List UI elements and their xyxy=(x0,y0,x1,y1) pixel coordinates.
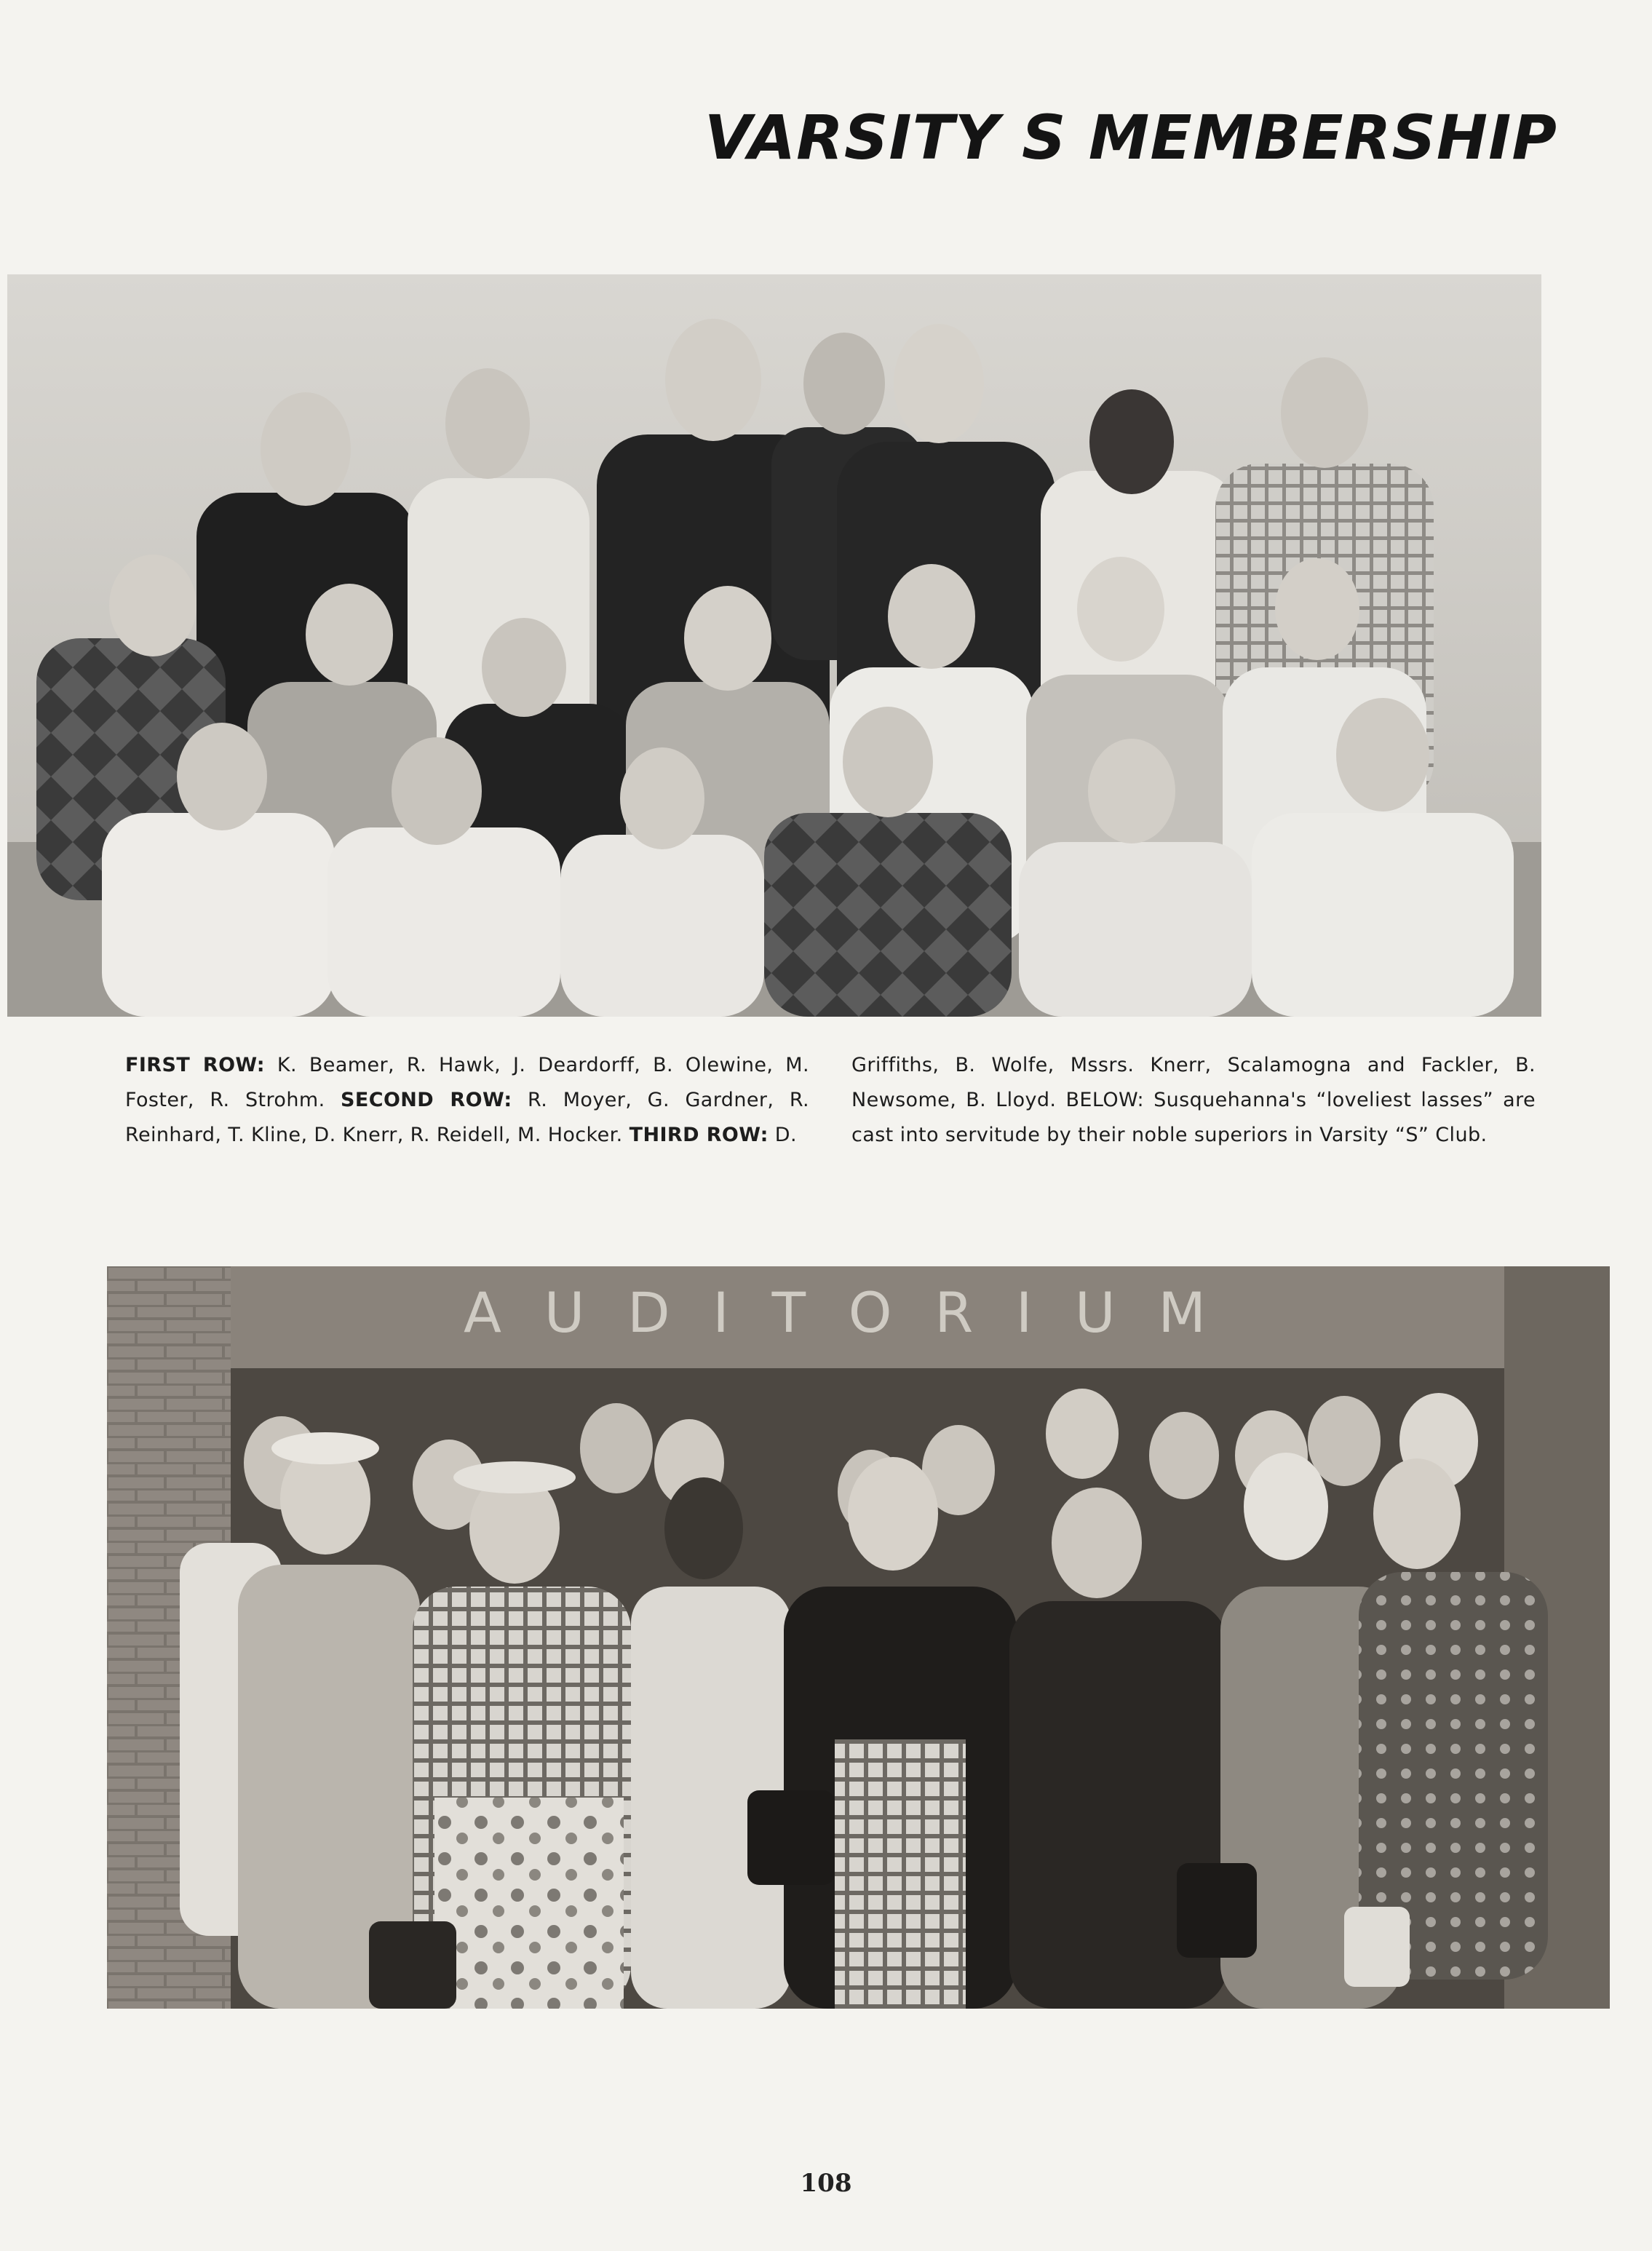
costume-photo xyxy=(107,1266,1610,2009)
group-photo xyxy=(7,274,1541,1017)
third-row-label: THIRD ROW: xyxy=(629,1124,769,1146)
second-row-names: R. Moyer, G. Gardner, R. Reinhard, T. Kline, D. Knerr, R. Reidell, M. Hocker. xyxy=(125,1089,809,1146)
caption-left xyxy=(125,1048,809,1153)
caption-continued: Griffiths, B. Wolfe, Mssrs. Knerr, Scalamogna and Fackler, B. Newsome, B. Lloyd. BELOW: Susquehanna's “loveliest lasses” are cast into servitude by their noble superiors in Varsity “S” Club. xyxy=(851,1054,1536,1146)
third-row-names-start: D. xyxy=(768,1124,797,1146)
first-row-label: FIRST ROW: xyxy=(125,1054,265,1076)
auditorium-sign-text: AUDITORIUM xyxy=(464,1280,1206,1345)
caption-right xyxy=(851,1048,1536,1153)
page-number: 108 xyxy=(800,2169,852,2198)
first-row-names: K. Beamer, R. Hawk, J. Deardorff, B. Olewine, M. Foster, R. Strohm. xyxy=(125,1054,809,1111)
page-title: VARSITY S MEMBERSHIP xyxy=(704,102,1557,173)
second-row-label: SECOND ROW: xyxy=(341,1089,512,1111)
